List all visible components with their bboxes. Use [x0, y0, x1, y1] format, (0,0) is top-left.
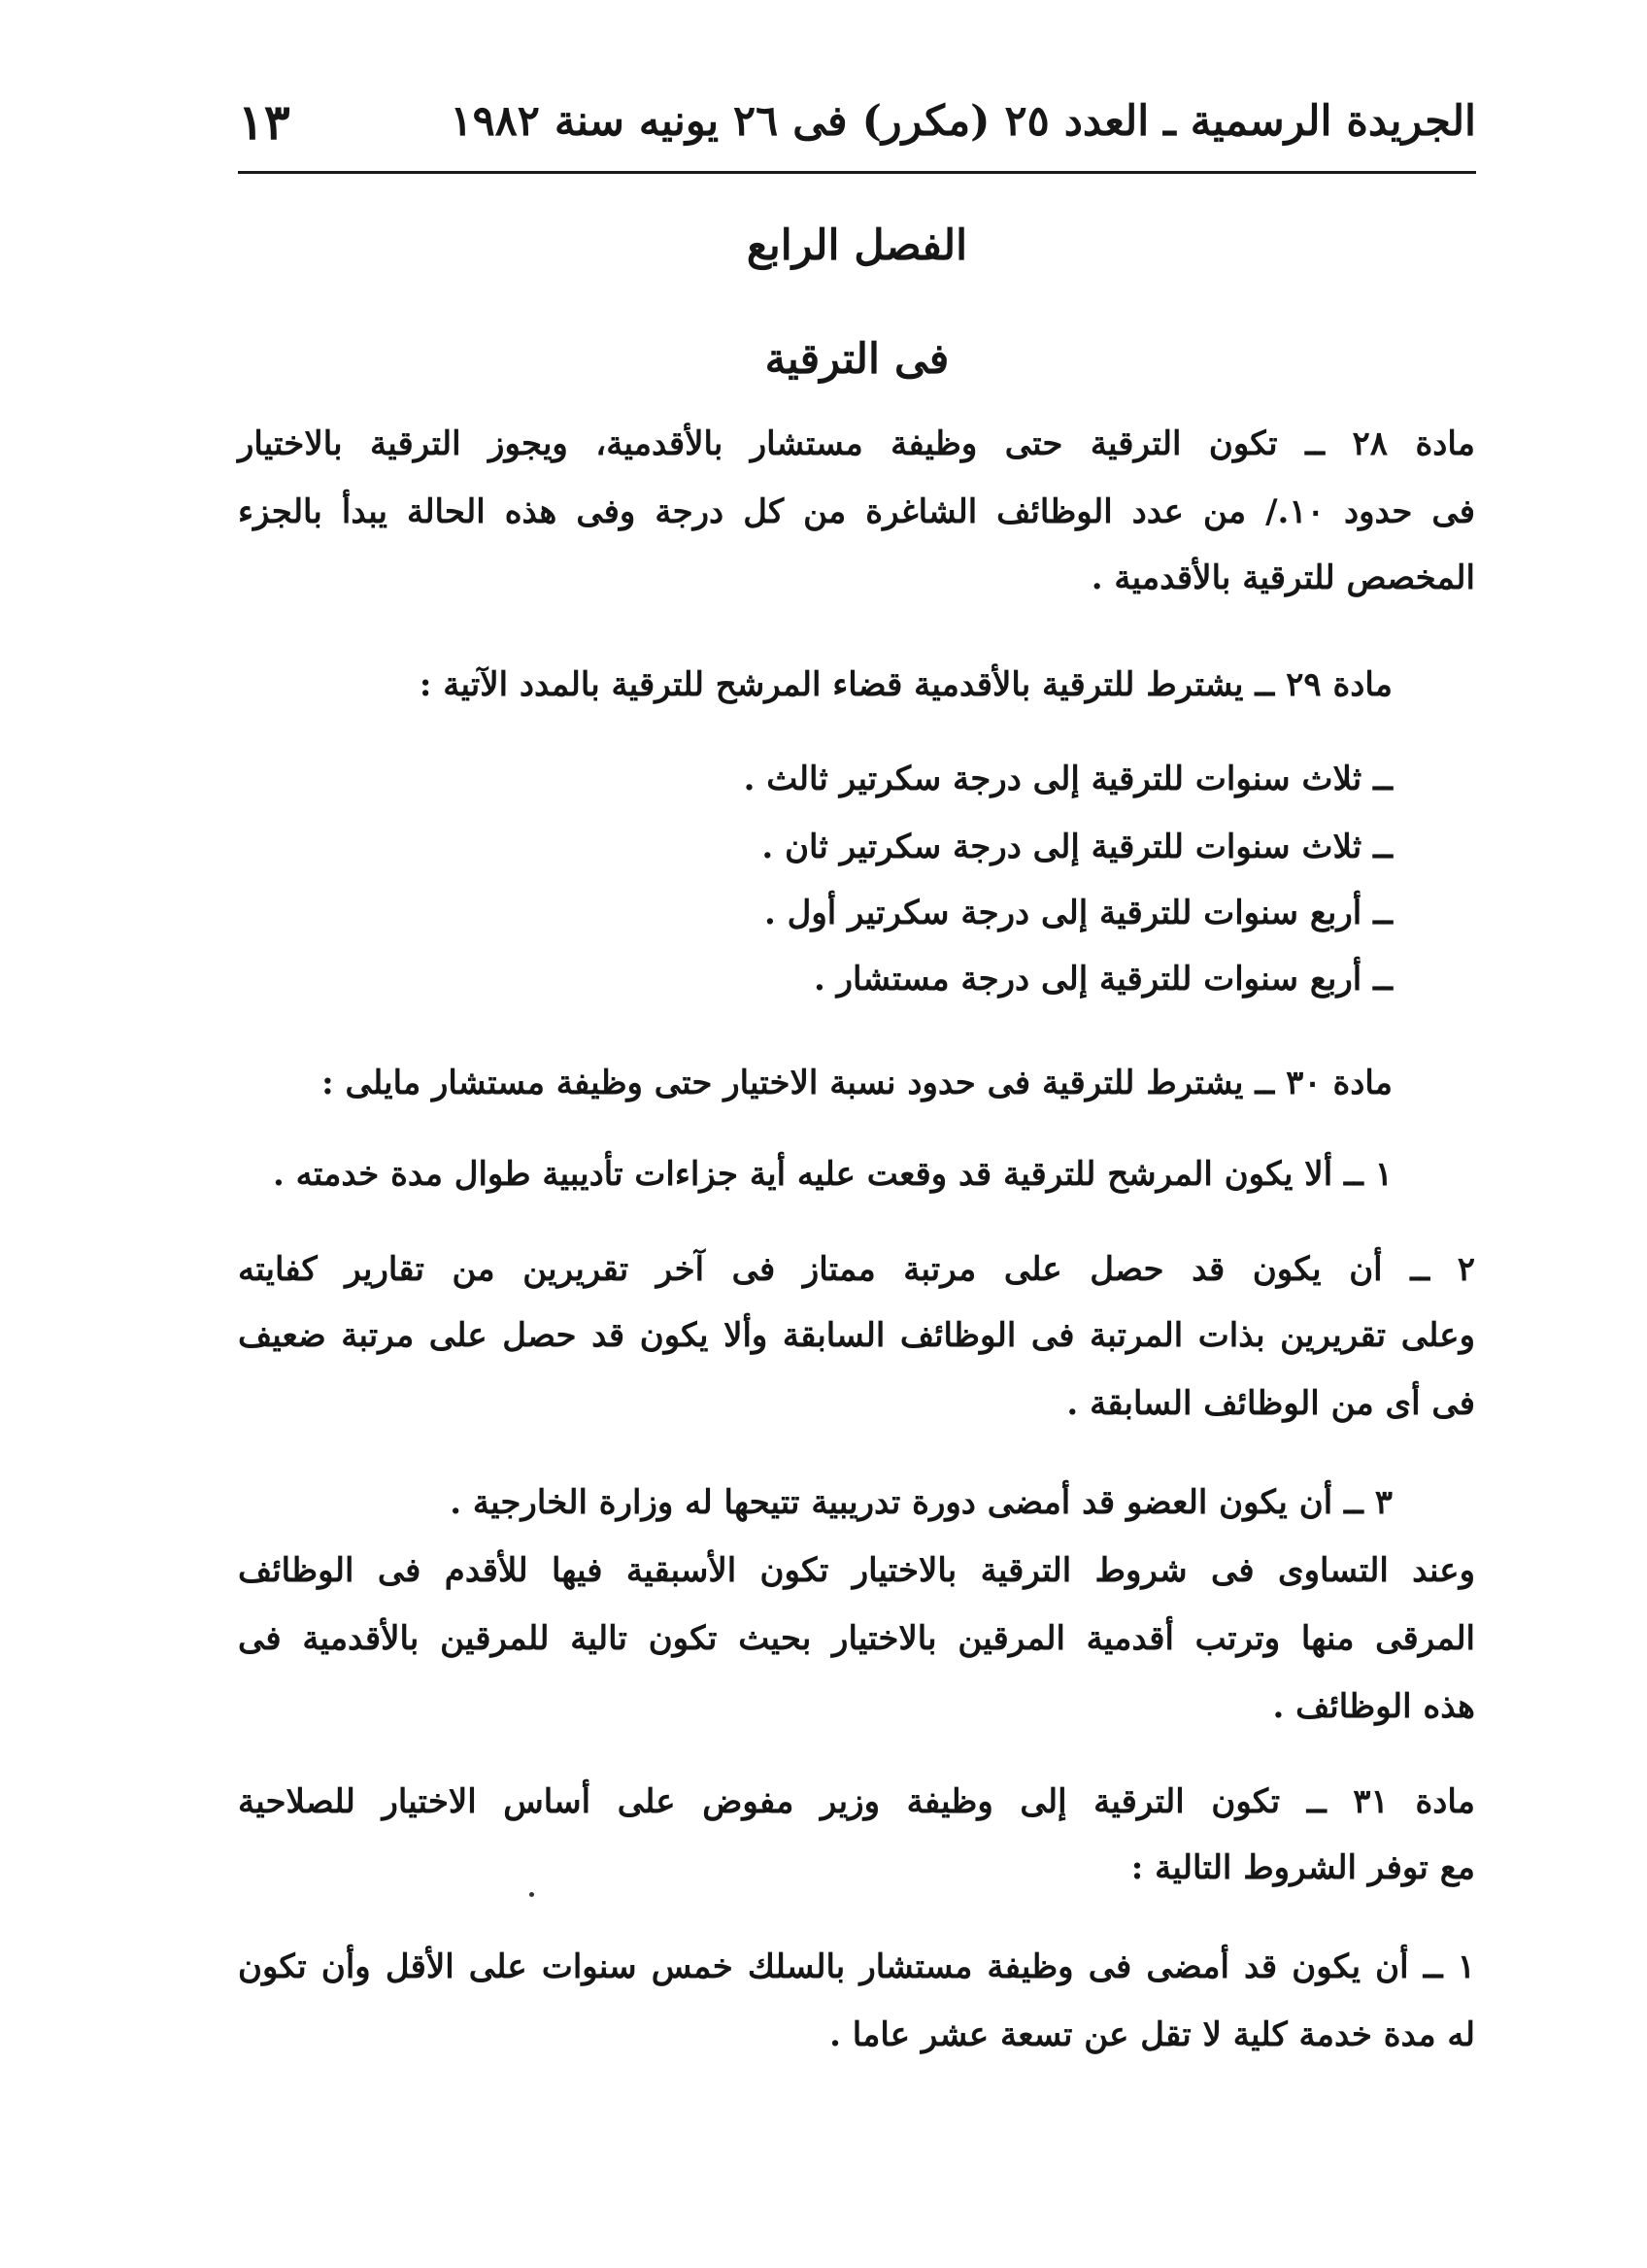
article-30-tiebreak-line-2: المرقى منها وترتب أقدمية المرقين بالاختيار بحيث تكون تالية للمرقين بالأقدمية فى: [238, 1619, 1475, 1658]
article-30-tiebreak-line-3: هذه الوظائف .: [1272, 1687, 1475, 1726]
gazette-header-title: الجريدة الرسمية ـ العدد ٢٥ (مكرر) فى ٢٦ يونيه سنة ١٩٨٢: [450, 97, 1476, 146]
article-28-line-3: المخصص للترقية بالأقدمية .: [1091, 559, 1475, 597]
page-number: ١٣: [238, 92, 290, 151]
article-31-clause-1-line-2: له مدة خدمة كلية لا تقل عن تسعة عشر عاما .: [829, 2015, 1475, 2054]
article-30-clause-2-line-2: وعلى تقريرين بذات المرتبة فى الوظائف السابقة وألا يكون قد حصل على مرتبة ضعيف: [238, 1316, 1475, 1355]
print-speck: [529, 1892, 534, 1897]
article-30-clause-1: ١ ــ ألا يكون المرشح للترقية قد وقعت عليه أية جزاءات تأديبية طوال مدة خدمته .: [273, 1155, 1393, 1194]
article-29-item-4: ــ أربع سنوات للترقية إلى درجة مستشار .: [813, 960, 1393, 999]
header-rule: [238, 171, 1476, 174]
article-29-item-2: ــ ثلاث سنوات للترقية إلى درجة سكرتير ثان .: [761, 828, 1393, 866]
article-29-item-1: ــ ثلاث سنوات للترقية إلى درجة سكرتير ثالث .: [743, 760, 1393, 798]
article-29-item-3: ــ أربع سنوات للترقية إلى درجة سكرتير أول .: [763, 894, 1393, 932]
article-30-clause-2-line-3: فى أى من الوظائف السابقة .: [1066, 1384, 1475, 1423]
article-30-intro: مادة ٣٠ ــ يشترط للترقية فى حدود نسبة الاختيار حتى وظيفة مستشار مايلى :: [321, 1064, 1393, 1102]
article-30-clause-2-line-1: ٢ ــ أن يكون قد حصل على مرتبة ممتاز فى آخر تقريرين من تقارير كفايته: [238, 1250, 1475, 1289]
chapter-title: الفصل الرابع: [746, 221, 968, 270]
article-31-clause-1-line-1: ١ ــ أن يكون قد أمضى فى وظيفة مستشار بالسلك خمس سنوات على الأقل وأن تكون: [238, 1947, 1475, 1986]
page-header: [238, 83, 1476, 160]
article-30-tiebreak-line-1: وعند التساوى فى شروط الترقية بالاختيار تكون الأسبقية فيها للأقدم فى الوظائف: [238, 1551, 1475, 1590]
article-29-intro: مادة ٢٩ ــ يشترط للترقية بالأقدمية قضاء المرشح للترقية بالمدد الآتية :: [419, 665, 1393, 704]
article-28-line-2: فى حدود ١٠./ من عدد الوظائف الشاغرة من كل درجة وفى هذه الحالة يبدأ بالجزء: [238, 492, 1475, 531]
chapter-subtitle: فى الترقية: [764, 335, 950, 384]
article-31-intro-line-2: مع توفر الشروط التالية :: [1130, 1848, 1475, 1887]
article-31-intro-line-1: مادة ٣١ ــ تكون الترقية إلى وظيفة وزير مفوض على أساس الاختيار للصلاحية: [238, 1782, 1475, 1821]
article-30-clause-3: ٣ ــ أن يكون العضو قد أمضى دورة تدريبية تتيحها له وزارة الخارجية .: [450, 1483, 1393, 1522]
article-28-line-1: مادة ٢٨ ــ تكون الترقية حتى وظيفة مستشار بالأقدمية، ويجوز الترقية بالاختيار: [238, 424, 1475, 463]
